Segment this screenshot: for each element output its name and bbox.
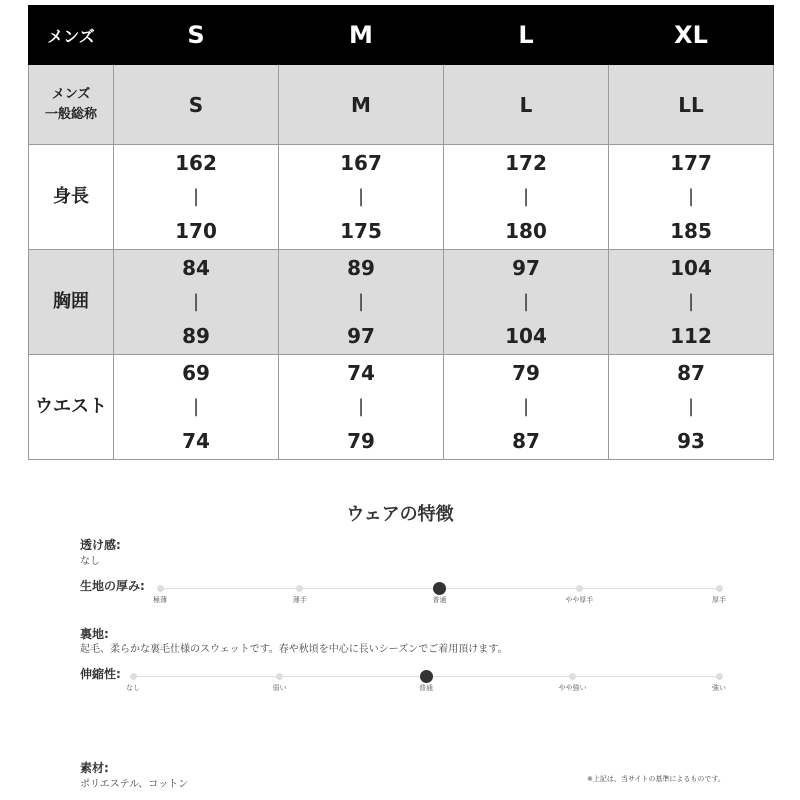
range-min: 69 <box>182 361 210 385</box>
scale-marker <box>569 673 576 680</box>
range-max: 93 <box>677 429 705 453</box>
height-row <box>29 145 774 250</box>
range-max: 180 <box>505 219 547 243</box>
range-min: 167 <box>340 151 382 175</box>
range-max: 87 <box>512 429 540 453</box>
size-heading: S <box>114 6 279 65</box>
material-value: ポリエステル、コットン <box>80 779 189 790</box>
alias-label-line: 一般総称 <box>44 106 97 122</box>
range-separator: | <box>687 396 695 417</box>
range-max: 112 <box>670 324 712 348</box>
alias-row <box>29 65 774 145</box>
scale-marker <box>716 585 723 592</box>
range-min: 79 <box>512 361 540 385</box>
range-cell <box>609 355 774 460</box>
scale-marker <box>716 673 723 680</box>
range-separator: | <box>192 186 200 207</box>
scale-tick-label: 強い <box>712 684 726 692</box>
range-min: 74 <box>347 361 375 385</box>
scale-marker <box>296 585 303 592</box>
range-max: 97 <box>347 324 375 348</box>
range-separator: | <box>522 291 530 312</box>
scale-marker <box>157 585 164 592</box>
stretch-label: 伸縮性: <box>80 667 121 681</box>
range-cell <box>279 250 444 355</box>
row-label: 胸囲 <box>29 250 114 355</box>
transparency-value: なし <box>80 556 100 567</box>
range-min: 84 <box>182 256 210 280</box>
range-max: 175 <box>340 219 382 243</box>
scale-tick-label: 厚手 <box>712 596 726 604</box>
size-chart-table <box>28 5 774 460</box>
range-max: 79 <box>347 429 375 453</box>
header-label: メンズ <box>29 6 114 65</box>
scale-tick-label: 極薄 <box>153 596 167 604</box>
range-cell <box>114 355 279 460</box>
alias-label-line: メンズ <box>51 86 91 102</box>
scale-tick-label: なし <box>126 684 140 692</box>
range-cell <box>609 145 774 250</box>
scale-marker-selected <box>420 670 433 683</box>
row-label: ウエスト <box>29 355 114 460</box>
range-min: 104 <box>670 256 712 280</box>
size-heading: M <box>279 6 444 65</box>
range-separator: | <box>687 186 695 207</box>
scale-tick-label: 普通 <box>419 684 433 692</box>
stretch-scale <box>126 672 726 692</box>
range-cell <box>444 145 609 250</box>
range-separator: | <box>522 186 530 207</box>
range-min: 172 <box>505 151 547 175</box>
scale-marker <box>576 585 583 592</box>
range-min: 177 <box>670 151 712 175</box>
alias-label <box>29 65 114 145</box>
range-separator: | <box>192 291 200 312</box>
range-min: 87 <box>677 361 705 385</box>
scale-marker-selected <box>433 582 446 595</box>
range-cell <box>114 250 279 355</box>
range-cell <box>279 145 444 250</box>
features-title: ウェアの特徴 <box>346 504 454 525</box>
lining-label: 裏地: <box>80 627 109 641</box>
scale-tick-label: やや厚手 <box>565 596 594 604</box>
range-min: 89 <box>347 256 375 280</box>
row-label: 身長 <box>29 145 114 250</box>
scale-tick-label: 薄手 <box>292 596 307 604</box>
chest-row <box>29 250 774 355</box>
range-cell <box>444 250 609 355</box>
range-min: 97 <box>512 256 540 280</box>
range-max: 185 <box>670 219 712 243</box>
range-max: 74 <box>182 429 210 453</box>
transparency-label: 透け感: <box>80 538 121 552</box>
size-heading: L <box>444 6 609 65</box>
size-header-row <box>29 6 774 65</box>
scale-tick-label: 普通 <box>432 596 447 604</box>
scale-marker <box>276 673 283 680</box>
lining-value: 起毛、柔らかな裏毛仕様のスウェットです。春や秋頃を中心に長いシーズンでご着用頂けます。 <box>80 644 508 655</box>
range-min: 162 <box>175 151 217 175</box>
range-separator: | <box>522 396 530 417</box>
range-cell <box>609 250 774 355</box>
alias-value: LL <box>609 65 774 145</box>
range-separator: | <box>357 291 365 312</box>
alias-value: M <box>279 65 444 145</box>
scale-tick-label: 弱い <box>272 684 287 692</box>
range-max: 170 <box>175 219 217 243</box>
range-cell <box>114 145 279 250</box>
range-separator: | <box>192 396 200 417</box>
alias-value: L <box>444 65 609 145</box>
range-max: 104 <box>505 324 547 348</box>
range-separator: | <box>357 396 365 417</box>
size-heading: XL <box>609 6 774 65</box>
range-max: 89 <box>182 324 210 348</box>
footnote: ※上記は、当サイトの基準によるものです。 <box>587 775 725 783</box>
range-separator: | <box>687 291 695 312</box>
range-cell <box>444 355 609 460</box>
thickness-scale <box>153 584 726 604</box>
scale-tick-label: やや強い <box>558 684 587 692</box>
thickness-label: 生地の厚み: <box>80 579 145 593</box>
range-cell <box>279 355 444 460</box>
waist-row <box>29 355 774 460</box>
scale-marker <box>130 673 137 680</box>
range-separator: | <box>357 186 365 207</box>
alias-value: S <box>114 65 279 145</box>
material-label: 素材: <box>80 761 109 775</box>
